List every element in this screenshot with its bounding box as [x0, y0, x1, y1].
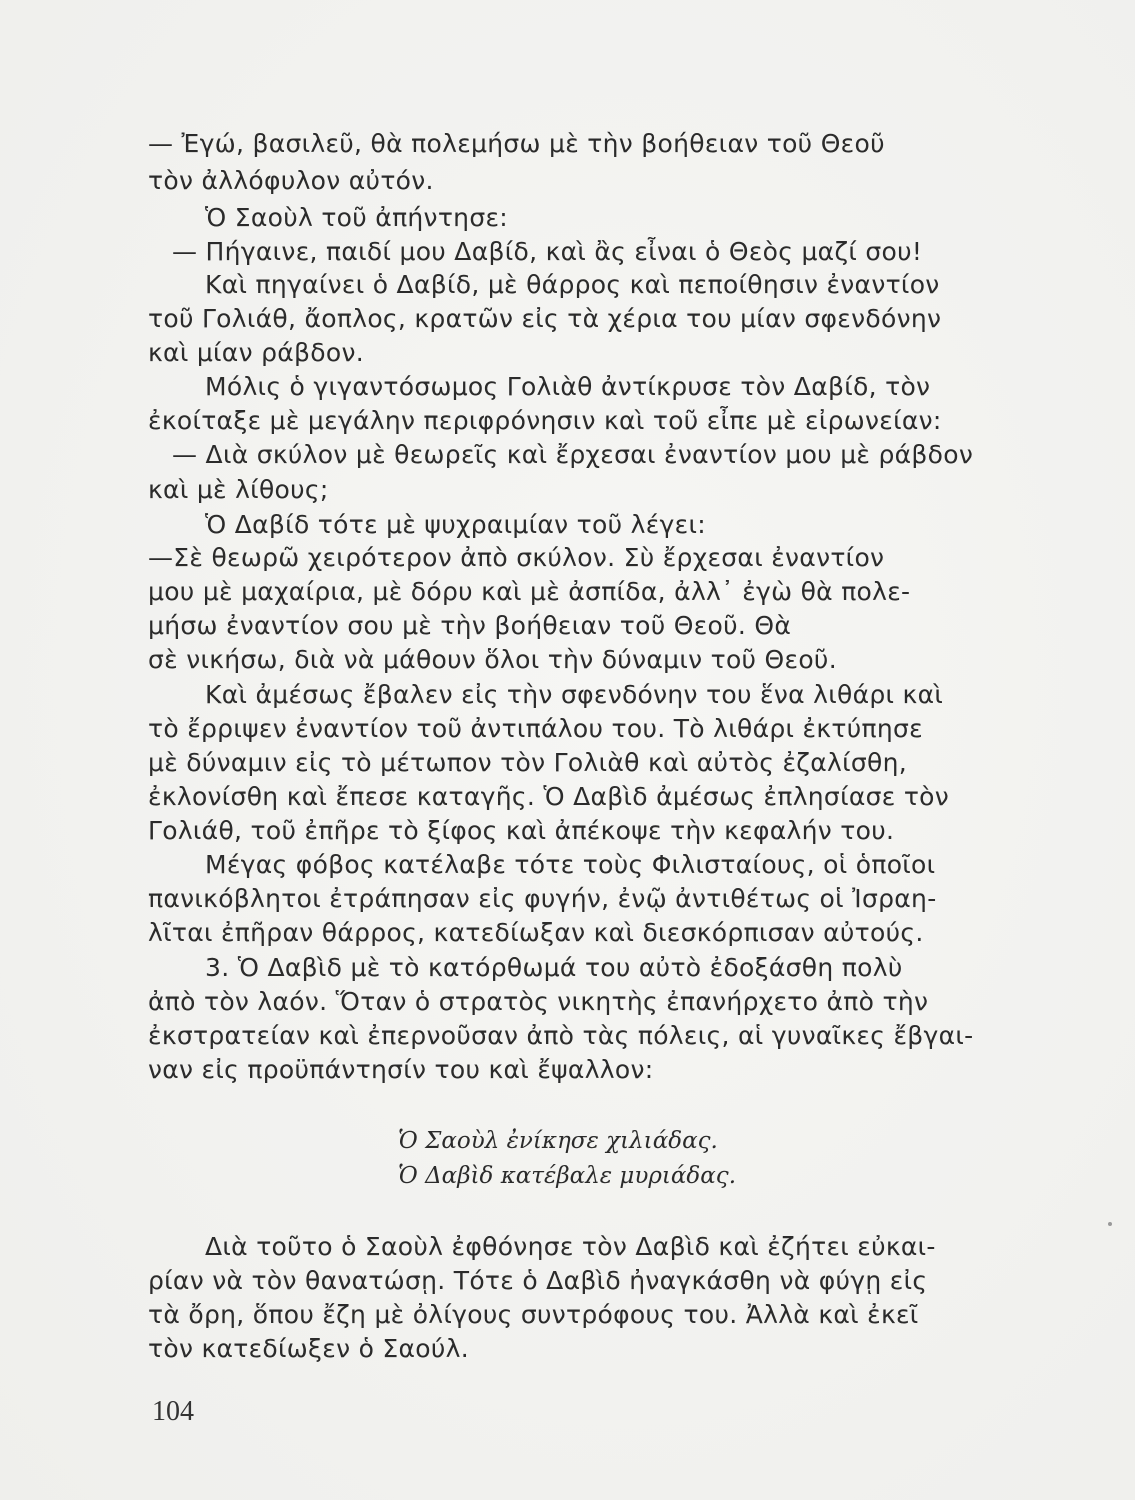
text-line: Μόλις ὁ γιγαντόσωμος Γολιὰθ ἀντίκρυσε τὸν Δαβίδ, τὸν [205, 372, 931, 401]
text-line: τοῦ Γολιάθ, ἄοπλος, κρατῶν εἰς τὰ χέρια του μίαν σφενδόνην [148, 304, 942, 333]
text-line: τὸν ἀλλόφυλον αὐτόν. [148, 166, 434, 195]
text-line: ρίαν νὰ τὸν θανατώσῃ. Τότε ὁ Δαβὶδ ἠναγκάσθη νὰ φύγῃ εἰς [148, 1266, 928, 1295]
text-line: Γολιάθ, τοῦ ἐπῆρε τὸ ξίφος καὶ ἀπέκοψε τὴν κεφαλήν του. [148, 816, 895, 845]
text-line: μου μὲ μαχαίρια, μὲ δόρυ καὶ μὲ ἀσπίδα, ἀλλ᾿ ἐγὼ θὰ πολε- [148, 577, 911, 606]
text-line: Καὶ ἀμέσως ἔβαλεν εἰς τὴν σφενδόνην του ἕνα λιθάρι καὶ [205, 680, 944, 709]
text-line: —Σὲ θεωρῶ χειρότερον ἀπὸ σκύλον. Σὺ ἔρχεσαι ἐναντίον [148, 543, 885, 572]
text-line: καὶ μίαν ράβδον. [148, 338, 364, 367]
poem-line: Ὁ Δαβὶδ κατέβαλε μυριάδας. [398, 1163, 737, 1189]
text-line: ἐκοίταξε μὲ μεγάλην περιφρόνησιν καὶ τοῦ εἶπε μὲ εἰρωνείαν: [148, 406, 942, 435]
text-line: καὶ μὲ λίθους; [148, 475, 329, 504]
text-line: σὲ νικήσω, διὰ νὰ μάθουν ὅλοι τὴν δύναμιν τοῦ Θεοῦ. [148, 645, 837, 674]
text-line: ἐκλονίσθη καὶ ἔπεσε καταγῆς. Ὁ Δαβὶδ ἀμέσως ἐπλησίασε τὸν [148, 782, 950, 811]
text-line: 3. Ὁ Δαβὶδ μὲ τὸ κατόρθωμά του αὐτὸ ἐδοξάσθη πολὺ [205, 953, 903, 982]
text-line: — Διὰ σκύλον μὲ θεωρεῖς καὶ ἔρχεσαι ἐναντίον μου μὲ ράβδον [172, 440, 974, 469]
page-number: 104 [152, 1396, 194, 1427]
text-line: ἐκστρατείαν καὶ ἐπερνοῦσαν ἀπὸ τὰς πόλεις, αἱ γυναῖκες ἔβγαι- [148, 1021, 974, 1050]
text-line: Ὁ Σαοὺλ τοῦ ἀπήντησε: [205, 203, 509, 232]
text-line: Διὰ τοῦτο ὁ Σαοὺλ ἐφθόνησε τὸν Δαβὶδ καὶ ἐζήτει εὐκαι- [205, 1232, 936, 1261]
text-line: τὰ ὄρη, ὅπου ἔζη μὲ ὀλίγους συντρόφους του. Ἀλλὰ καὶ ἐκεῖ [148, 1300, 919, 1329]
text-line: λῖται ἐπῆραν θάρρος, κατεδίωξαν καὶ διεσκόρπισαν αὐτούς. [148, 918, 924, 947]
text-line: Μέγας φόβος κατέλαβε τότε τοὺς Φιλισταίους, οἱ ὁποῖοι [205, 850, 936, 879]
text-line: Ὁ Δαβίδ τότε μὲ ψυχραιμίαν τοῦ λέγει: [205, 510, 706, 539]
text-line: πανικόβλητοι ἐτράπησαν εἰς φυγήν, ἐνῷ ἀντιθέτως οἱ Ἰσραη- [148, 884, 937, 913]
text-line: ἀπὸ τὸν λαόν. Ὅταν ὁ στρατὸς νικητὴς ἐπανήρχετο ἀπὸ τὴν [148, 987, 929, 1016]
text-line: τὸν κατεδίωξεν ὁ Σαούλ. [148, 1334, 470, 1363]
text-line: τὸ ἔρριψεν ἐναντίον τοῦ ἀντιπάλου του. Τὸ λιθάρι ἐκτύπησε [148, 714, 923, 743]
text-line: μήσω ἐναντίον σου μὲ τὴν βοήθειαν τοῦ Θεοῦ. Θὰ [148, 611, 792, 640]
text-line: — Ἐγώ, βασιλεῦ, θὰ πολεμήσω μὲ τὴν βοήθειαν τοῦ Θεοῦ [148, 129, 885, 158]
text-line: ναν εἰς προϋπάντησίν του καὶ ἔψαλλον: [148, 1055, 654, 1084]
text-line: Καὶ πηγαίνει ὁ Δαβίδ, μὲ θάρρος καὶ πεποίθησιν ἐναντίον [205, 270, 940, 299]
poem-line: Ὁ Σαοὺλ ἐνίκησε χιλιάδας. [398, 1128, 718, 1154]
text-line: μὲ δύναμιν εἰς τὸ μέτωπον τὸν Γολιὰθ καὶ αὐτὸς ἐζαλίσθη, [148, 748, 907, 777]
text-line: — Πήγαινε, παιδί μου Δαβίδ, καὶ ἂς εἶναι ὁ Θεὸς μαζί σου! [172, 237, 923, 266]
speck-mark [1108, 1222, 1112, 1226]
